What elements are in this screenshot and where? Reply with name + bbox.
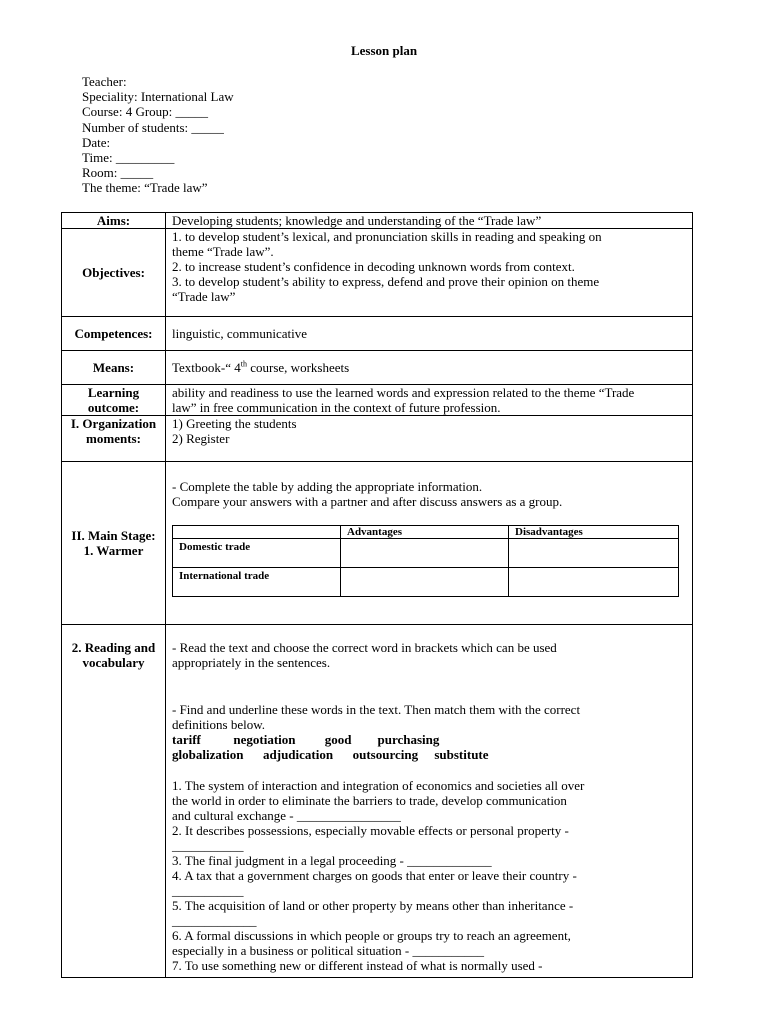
organization-row bbox=[62, 416, 693, 462]
competences-label: Competences: bbox=[62, 317, 166, 351]
competences-row bbox=[62, 317, 693, 351]
vocab-word: tariff bbox=[172, 732, 201, 747]
organization-label-1: I. Organization bbox=[70, 416, 157, 431]
main-stage-content bbox=[166, 462, 693, 625]
vocab-word: outsourcing bbox=[352, 747, 419, 762]
definition-line: 6. A formal discussions in which people or groups try to reach an agreement, bbox=[172, 928, 571, 943]
vocab-word: globalization bbox=[172, 747, 244, 762]
objectives-text bbox=[166, 229, 693, 317]
means-label: Means: bbox=[62, 351, 166, 385]
find-instruction: definitions below. bbox=[172, 717, 266, 732]
vocab-word: substitute bbox=[434, 747, 489, 762]
definition-line: and cultural exchange - ________________ bbox=[172, 808, 401, 823]
organization-label-2: moments: bbox=[86, 431, 141, 446]
outcome-label bbox=[62, 385, 166, 416]
means-sup: th bbox=[240, 359, 247, 369]
definition-line: the world in order to eliminate the barriers to trade, develop communication bbox=[172, 793, 567, 808]
course-field: Course: 4 Group: _____ bbox=[82, 104, 209, 120]
main-stage-label bbox=[62, 462, 166, 625]
time-field: Time: _________ bbox=[82, 149, 175, 165]
main-stage-label-2: 1. Warmer bbox=[83, 543, 144, 558]
reading-label bbox=[62, 625, 166, 978]
reading-row bbox=[62, 625, 693, 978]
vocab-word: negotiation bbox=[233, 732, 296, 747]
lesson-header bbox=[82, 74, 234, 196]
definition-line: especially in a business or political situation - ___________ bbox=[172, 943, 484, 958]
trade-table bbox=[172, 525, 679, 597]
outcome-line: ability and readiness to use the learned words and expression related to the theme “Trade bbox=[172, 385, 635, 400]
objective-line: theme “Trade law”. bbox=[172, 244, 274, 259]
objective-line: 3. to develop student’s ability to express, defend and prove their opinion on theme bbox=[172, 274, 600, 289]
warmer-instruction: Compare your answers with a partner and after discuss answers as a group. bbox=[172, 494, 563, 509]
vocabulary-words-1 bbox=[172, 732, 686, 747]
vocab-word: good bbox=[324, 732, 352, 747]
speciality-field: Speciality: International Law bbox=[82, 89, 234, 105]
outcome-line: law” in free communication in the context of future profession. bbox=[172, 400, 501, 415]
definition-line: 7. To use something new or different instead of what is normally used - bbox=[172, 958, 543, 973]
students-field: Number of students: _____ bbox=[82, 119, 224, 135]
page-title: Lesson plan bbox=[350, 43, 418, 58]
date-field: Date: bbox=[82, 134, 111, 150]
means-text-b: course, worksheets bbox=[247, 360, 350, 375]
reading-content bbox=[166, 625, 693, 978]
trade-table-cell[interactable] bbox=[509, 539, 679, 568]
trade-table-header-cell bbox=[173, 526, 341, 539]
competences-text: linguistic, communicative bbox=[166, 317, 693, 351]
definition-line: ___________ bbox=[172, 883, 244, 898]
outcome-text bbox=[166, 385, 693, 416]
definition-line: 2. It describes possessions, especially movable effects or personal property - bbox=[172, 823, 569, 838]
find-instruction: - Find and underline these words in the text. Then match them with the correct bbox=[172, 702, 581, 717]
objective-line: 2. to increase student’s confidence in decoding unknown words from context. bbox=[172, 259, 575, 274]
trade-table-cell[interactable] bbox=[341, 539, 509, 568]
vocabulary-words-2 bbox=[172, 747, 686, 762]
organization-text bbox=[166, 416, 693, 462]
means-row bbox=[62, 351, 693, 385]
aims-text: Developing students; knowledge and understanding of the “Trade law” bbox=[166, 213, 693, 229]
outcome-row bbox=[62, 385, 693, 416]
aims-row bbox=[62, 213, 693, 229]
definition-line: 4. A tax that a government charges on goods that enter or leave their country - bbox=[172, 868, 577, 883]
room-field: Room: _____ bbox=[82, 165, 154, 181]
trade-table-row bbox=[173, 568, 679, 597]
reading-instruction: appropriately in the sentences. bbox=[172, 655, 331, 670]
definition-line: ___________ bbox=[172, 838, 244, 853]
main-stage-row bbox=[62, 462, 693, 625]
trade-table-header-cell: Disadvantages bbox=[509, 526, 679, 539]
definition-line: 3. The final judgment in a legal proceeding - _____________ bbox=[172, 853, 492, 868]
means-text-a: Textbook-“ 4 bbox=[172, 360, 241, 375]
objectives-label: Objectives: bbox=[62, 229, 166, 317]
theme-field: The theme: “Trade law” bbox=[82, 180, 208, 196]
trade-table-cell[interactable] bbox=[509, 568, 679, 597]
means-text bbox=[166, 351, 693, 385]
objective-line: “Trade law” bbox=[172, 289, 236, 304]
trade-table-cell[interactable] bbox=[341, 568, 509, 597]
warmer-instruction: - Complete the table by adding the appropriate information. bbox=[172, 479, 483, 494]
vocab-word: adjudication bbox=[263, 747, 334, 762]
teacher-field: Teacher: bbox=[82, 74, 127, 89]
trade-table-row-label: International trade bbox=[173, 568, 341, 597]
lesson-plan-table bbox=[61, 212, 693, 978]
vocab-word: purchasing bbox=[377, 732, 440, 747]
outcome-label-2: outcome: bbox=[87, 400, 140, 415]
trade-table-row-label: Domestic trade bbox=[173, 539, 341, 568]
definition-line: 1. The system of interaction and integration of economics and societies all over bbox=[172, 778, 585, 793]
reading-label-2: vocabulary bbox=[82, 655, 145, 670]
trade-table-row bbox=[173, 539, 679, 568]
organization-label bbox=[62, 416, 166, 462]
main-stage-label-1: II. Main Stage: bbox=[71, 528, 156, 543]
aims-label: Aims: bbox=[62, 213, 166, 229]
trade-table-header bbox=[173, 526, 679, 539]
outcome-label-1: Learning bbox=[87, 385, 140, 400]
reading-instruction: - Read the text and choose the correct word in brackets which can be used bbox=[172, 640, 557, 655]
organization-line: 1) Greeting the students bbox=[172, 416, 297, 431]
objective-line: 1. to develop student’s lexical, and pronunciation skills in reading and speaking on bbox=[172, 229, 602, 244]
organization-line: 2) Register bbox=[172, 431, 230, 446]
definition-line: 5. The acquisition of land or other property by means other than inheritance - bbox=[172, 898, 574, 913]
reading-label-1: 2. Reading and bbox=[71, 640, 156, 655]
trade-table-header-cell: Advantages bbox=[341, 526, 509, 539]
objectives-row bbox=[62, 229, 693, 317]
definition-line: _____________ bbox=[172, 913, 257, 928]
